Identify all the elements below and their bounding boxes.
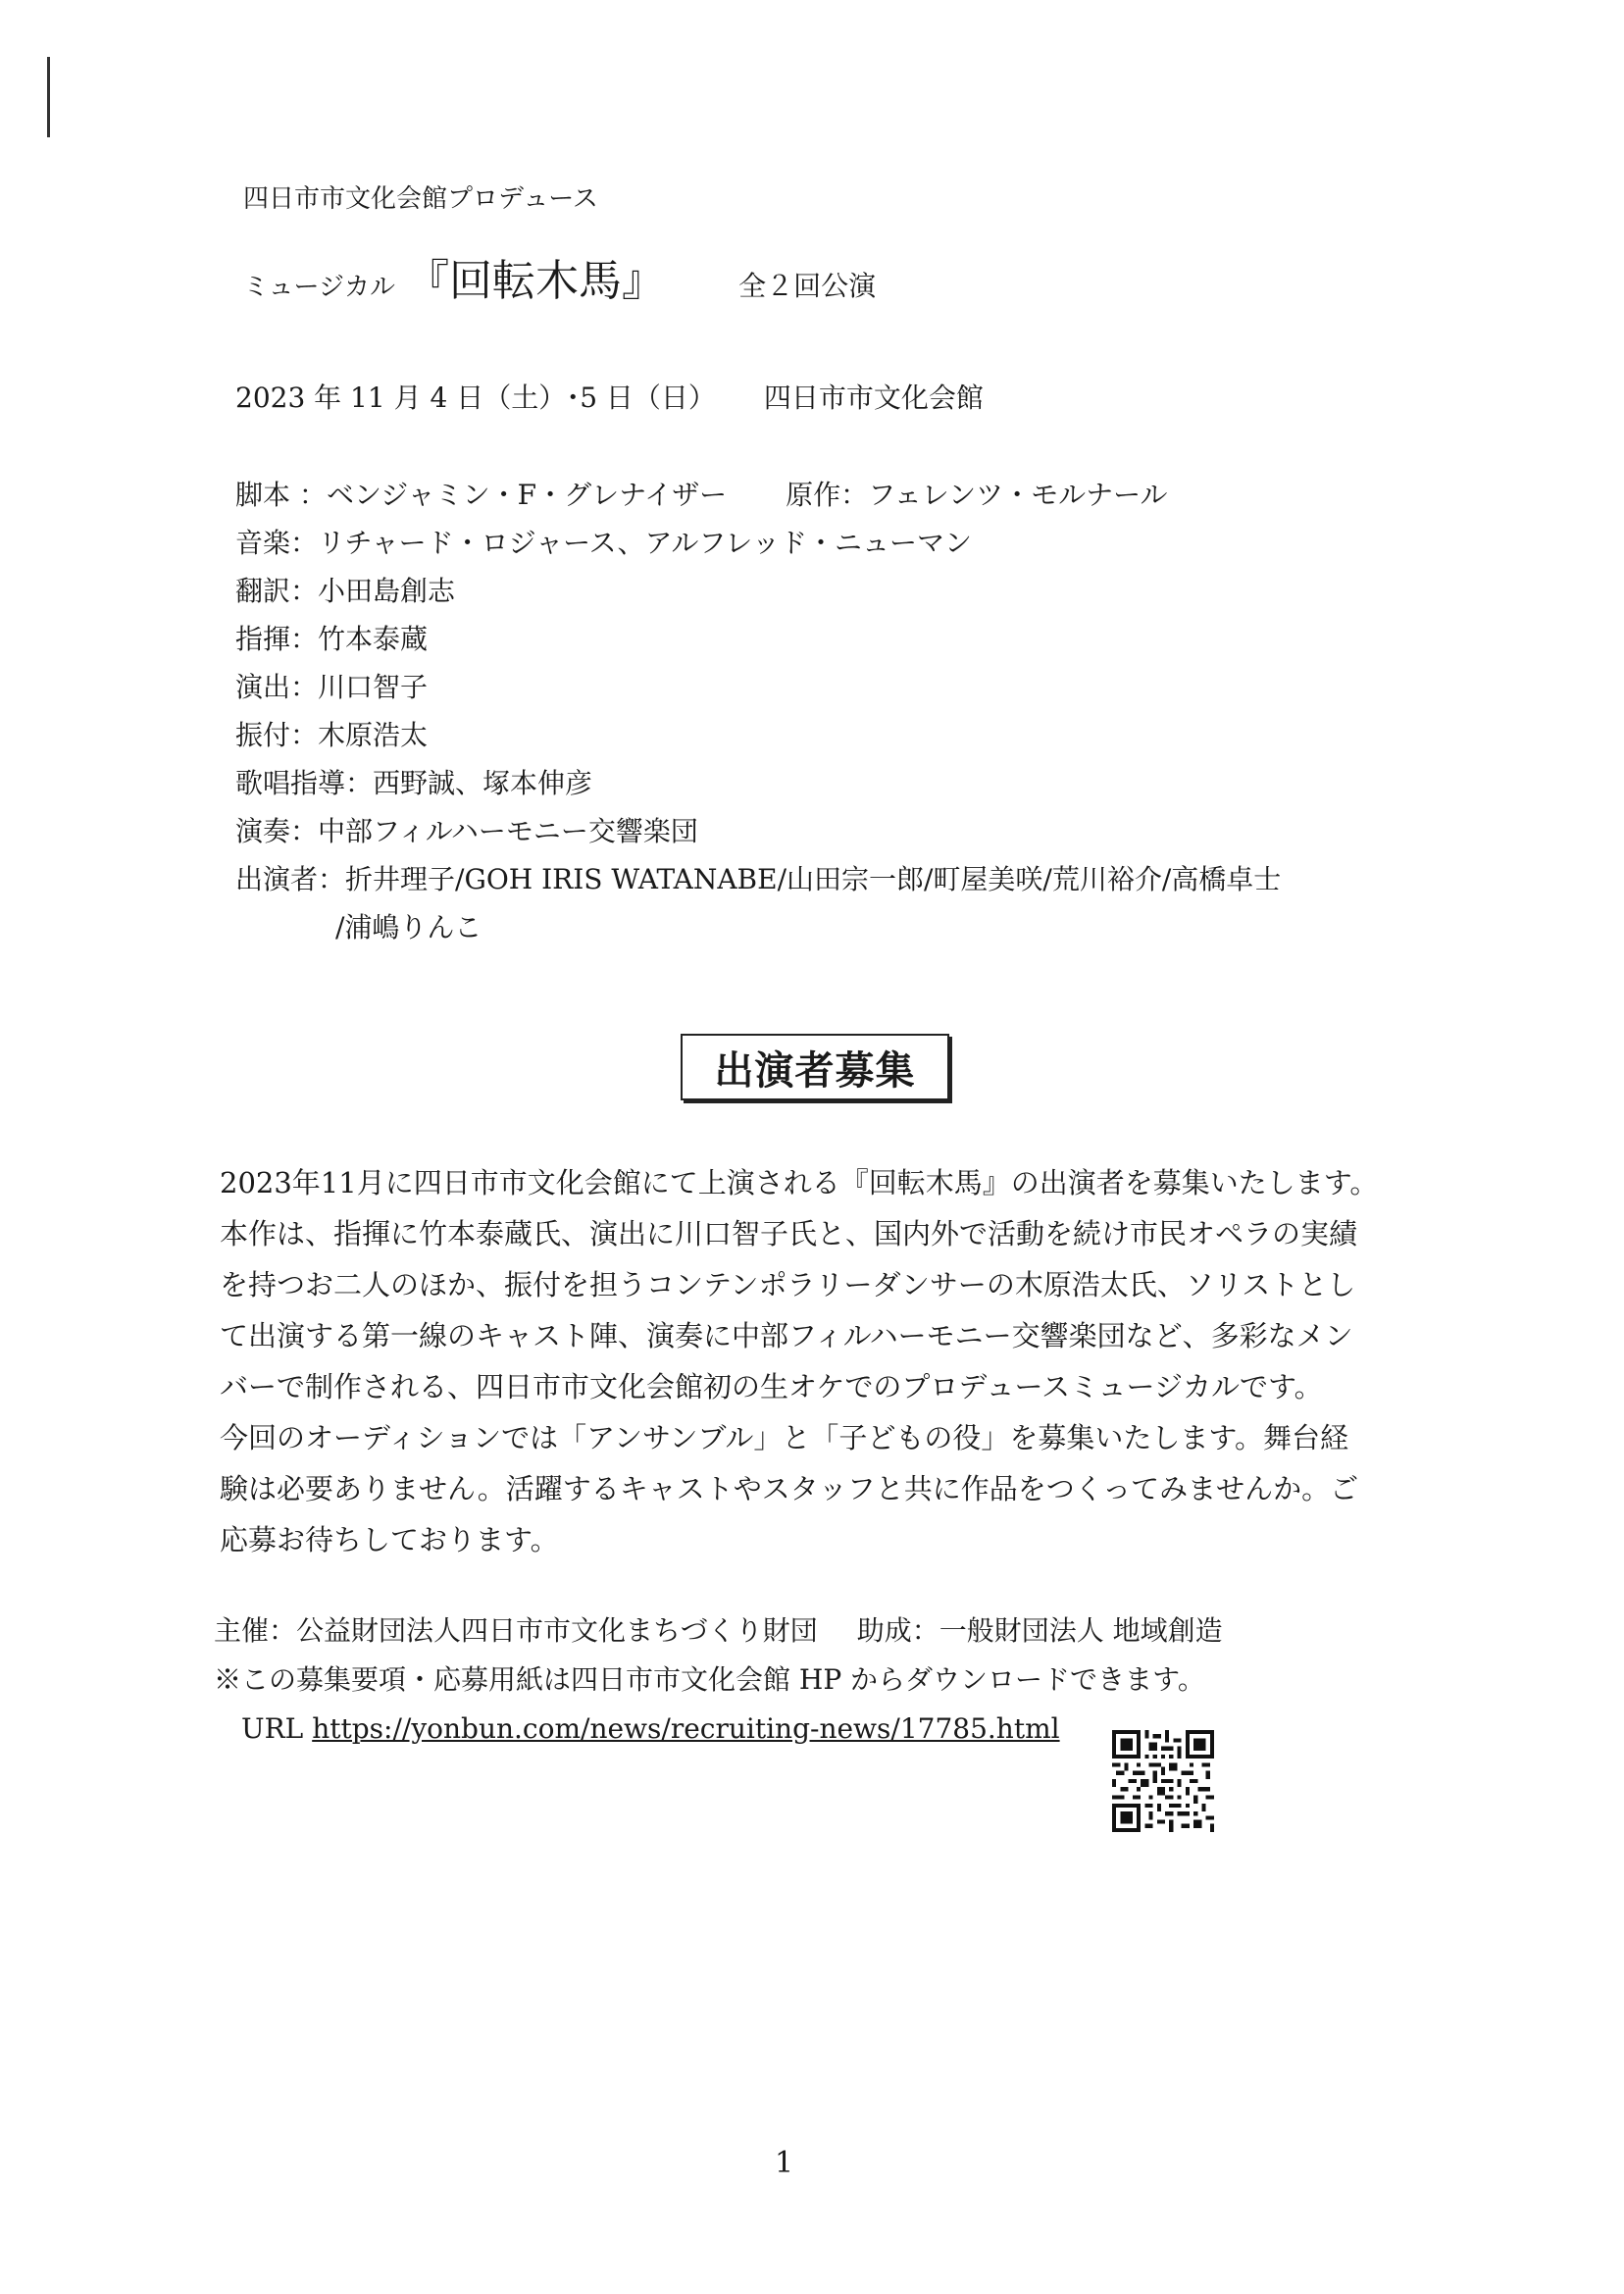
credit-conductor: 指揮：竹本泰蔵 — [235, 623, 429, 655]
credit-translation: 翻訳：小田島創志 — [235, 575, 456, 607]
url-line — [214, 1705, 1391, 1754]
recruiting-url-link[interactable]: https://yonbun.com/news/recruiting-news/17785.html — [312, 1712, 1060, 1745]
musical-title: 『回転木馬』 — [406, 256, 666, 306]
body-line: を持つお二人のほか、振付を担うコンテンポラリーダンサーの木原浩太氏、ソリストとし — [220, 1268, 1356, 1301]
body-line: 本作は、指揮に竹本泰蔵氏、演出に川口智子氏と、国内外で活動を続け市民オペラの実績 — [220, 1217, 1358, 1250]
credit-cast: 出演者：折井理子/GOH IRIS WATANABE/山田宗一郎/町屋美咲/荒川裕介/高橋卓士 — [235, 863, 1282, 895]
footer — [214, 1606, 1391, 1754]
credit-vocal-coach: 歌唱指導：西野誠、塚本伸彦 — [235, 767, 593, 799]
credit-choreography: 振付：木原浩太 — [235, 719, 429, 751]
credit-cast-continuation: /浦嶋りんこ — [335, 911, 482, 943]
body-line: 今回のオーディションでは「アンサンブル」と「子どもの役」を募集いたします。舞台経 — [220, 1421, 1349, 1454]
support: 助成：一般財団法人 地域創造 — [856, 1614, 1223, 1647]
credit-orchestra: 演奏：中部フィルハーモニー交響楽団 — [235, 815, 698, 847]
sponsor-line — [214, 1606, 1391, 1656]
credit-music: 音楽：リチャード・ロジャース、アルフレッド・ニューマン — [235, 527, 972, 559]
page-number: 1 — [775, 2146, 794, 2180]
body-line: 2023年11月に四日市市文化会館にて上演される『回転木馬』の出演者を募集いたします。 — [220, 1166, 1379, 1199]
recruit-description — [220, 1157, 1377, 1565]
producer-line: 四日市市文化会館プロデュース — [243, 184, 598, 214]
date-venue-row — [235, 377, 984, 416]
credit-script: 脚本 ：ベンジャミン・F・グレナイザー 原作：フェレンツ・モルナール — [235, 479, 1168, 511]
performance-venue: 四日市市文化会館 — [763, 382, 984, 414]
performance-date: 2023 年 11 月 4 日（土）･5 日（日） — [235, 382, 716, 414]
recruit-heading: 出演者募集 — [681, 1034, 949, 1100]
body-line: 験は必要ありません。活躍するキャストやスタッフと共に作品をつくってみませんか。ご — [220, 1472, 1359, 1505]
qr-code-icon — [1112, 1730, 1214, 1832]
body-line: て出演する第一線のキャスト陣、演奏に中部フィルハーモニー交響楽団など、多彩なメン — [220, 1319, 1353, 1352]
organizer: 主催：公益財団法人四日市市文化まちづくり財団 — [214, 1614, 818, 1647]
title-prefix: ミュージカル — [243, 273, 395, 302]
credit-director: 演出：川口智子 — [235, 671, 429, 703]
scan-edge-mark — [47, 57, 50, 137]
performance-count: 全２回公演 — [738, 270, 877, 302]
credits-list — [235, 471, 1412, 951]
body-line: バーで制作される、四日市市文化会館初の生オケでのプロデュースミュージカルです。 — [220, 1370, 1323, 1403]
body-line: 応募お待ちしております。 — [220, 1523, 559, 1556]
download-note: ※この募集要項・応募用紙は四日市市文化会館 HP からダウンロードできます。 — [214, 1663, 1205, 1696]
title-row — [243, 245, 876, 304]
url-label: URL — [241, 1712, 304, 1745]
